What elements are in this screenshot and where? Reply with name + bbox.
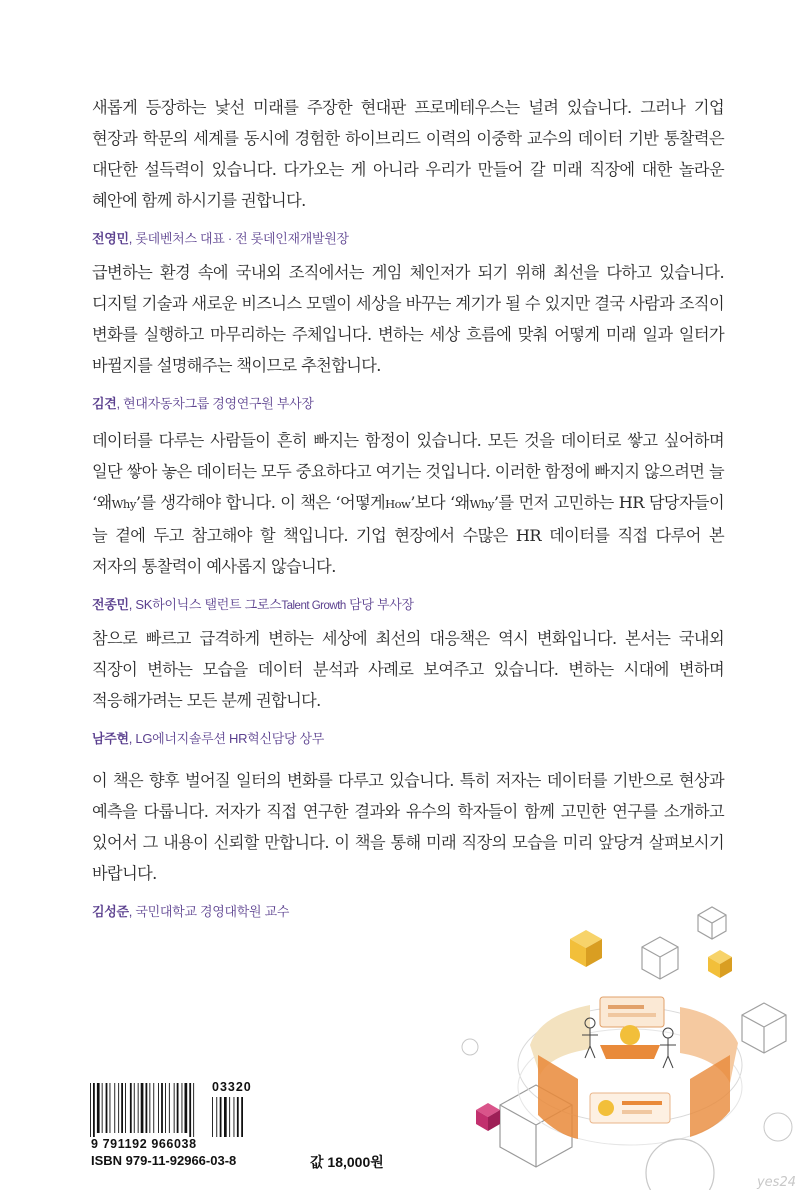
review-text-english: Why <box>111 497 136 511</box>
cube-outline <box>698 907 726 939</box>
cube-magenta <box>476 1103 500 1131</box>
reviewer-signature: 전종민, SK하이닉스 탤런트 그로스Talent Growth 담당 부사장 <box>92 597 414 612</box>
outline-circle <box>646 1139 714 1190</box>
reviewer-role: 국민대학교 경영대학원 교수 <box>135 904 290 919</box>
data-ring <box>518 997 742 1145</box>
reviewer-role-english: Talent Growth <box>281 600 346 612</box>
reviewer-name: 남주현 <box>92 731 129 746</box>
review-text-part: ’를 먼저 고민하는 HR 담당자들이 늘 곁에 두고 참고해야 할 책입니다. 기업 현장에서 수많은 HR 데이터를 직접 다루어 본 저자의 통찰력이 예사롭지 않습니다. <box>92 493 725 576</box>
reviewer-role: LG에너지솔루션 HR혁신담당 상무 <box>135 731 325 746</box>
reviewer-signature: 전영민, 롯데벤처스 대표 · 전 롯데인재개발원장 <box>92 231 349 246</box>
review-text: 새롭게 등장하는 낯선 미래를 주장한 현대판 프로메테우스는 널려 있습니다. 그러나 기업 현장과 학문의 세계를 동시에 경험한 하이브리드 이력의 이중학 교수의 데이터 기반 통찰력은 대단한 설득력이 있습니다. 다가오는 게 아니라 우리가 만들어 갈 미래 직장에 대한 놀라운 혜안에 함께 하시기를 권합니다. <box>92 98 724 210</box>
review-text-english: How <box>385 497 411 511</box>
cube-outline <box>742 1003 786 1053</box>
reviewer-name: 전영민 <box>92 231 129 246</box>
outline-circle <box>764 1113 792 1141</box>
barcode-addon-number: 03320 <box>212 1080 252 1094</box>
reviewer-signature: 김견, 현대자동차그룹 경영연구원 부사장 <box>92 396 314 411</box>
review-text: 이 책은 향후 벌어질 일터의 변화를 다루고 있습니다. 특히 저자는 데이터를 기반으로 현상과 예측을 다룹니다. 저자가 직접 연구한 결과와 유수의 학자들이 함께 고민한 연구를 소개하고 있어서 그 내용이 신뢰할 만합니다. 이 책을 통해 미래 직장의 모습을 미리 앞당겨 살펴보시기 바랍니다. <box>92 771 724 883</box>
reviewer-role: 롯데벤처스 대표 · 전 롯데인재개발원장 <box>135 231 349 246</box>
review-text-part: ’를 생각해야 합니다. 이 책은 ‘어떻게 <box>135 493 386 512</box>
data-workplace-illustration <box>430 905 810 1190</box>
reviewer-name: 전종민 <box>92 597 129 612</box>
reviewer-role: 현대자동차그룹 경영연구원 부사장 <box>123 396 314 411</box>
reviewer-role-suffix: 담당 부사장 <box>345 597 414 612</box>
review-text: 참으로 빠르고 급격하게 변하는 세상에 최선의 대응책은 역시 변화입니다. 본서는 국내외 직장이 변하는 모습을 데이터 분석과 사례로 보여주고 있습니다. 변하는 시대에 변하며 적응해가려는 모든 분께 권합니다. <box>92 629 724 710</box>
cube-yellow <box>570 930 602 967</box>
reviewer-signature: 남주현, LG에너지솔루션 HR혁신담당 상무 <box>92 731 325 746</box>
review-3 <box>92 425 724 613</box>
cube-outline <box>642 937 678 979</box>
review-text-part: 데이터를 다루는 사람들이 흔히 빠지는 함정이 있습니다. 모든 것을 데이터로 쌓고 싶어하며 일단 쌓아 놓은 데이터는 모두 중요하다고 여기는 것입니다. 이러한 함정에 빠지지 않으려면 늘 ‘왜 <box>92 431 724 512</box>
review-text <box>92 425 724 582</box>
review-text: 급변하는 환경 속에 국내외 조직에서는 게임 체인저가 되기 위해 최선을 다하고 있습니다. 디지털 기술과 새로운 비즈니스 모델이 세상을 바꾸는 계기가 될 수 있지만 결국 사람과 조직이 변화를 실행하고 마무리하는 주체입니다. 변하는 세상 흐름에 맞춰 어떻게 미래 일과 일터가 바뀔지를 설명해주는 책이므로 추천합니다. <box>92 263 724 375</box>
watermark: yes24 <box>756 1175 796 1190</box>
review-2 <box>92 257 724 412</box>
outline-circle <box>462 1039 478 1055</box>
reviewer-name: 김견 <box>92 396 117 411</box>
isbn-text: ISBN 979-11-92966-03-8 <box>91 1153 237 1168</box>
barcode-number: 9 791192 966038 <box>91 1137 197 1151</box>
review-1 <box>92 92 724 247</box>
price: 값 18,000원 <box>310 1154 384 1170</box>
review-text-english: Why <box>469 497 494 511</box>
reviewer-name: 김성준 <box>92 904 129 919</box>
review-5 <box>92 765 724 920</box>
reviewer-role: SK하이닉스 탤런트 그로스 <box>135 597 282 612</box>
review-4 <box>92 623 724 747</box>
reviewer-signature: 김성준, 국민대학교 경영대학원 교수 <box>92 904 290 919</box>
review-text-part: ’보다 ‘왜 <box>410 493 470 512</box>
cube-yellow <box>708 950 732 978</box>
